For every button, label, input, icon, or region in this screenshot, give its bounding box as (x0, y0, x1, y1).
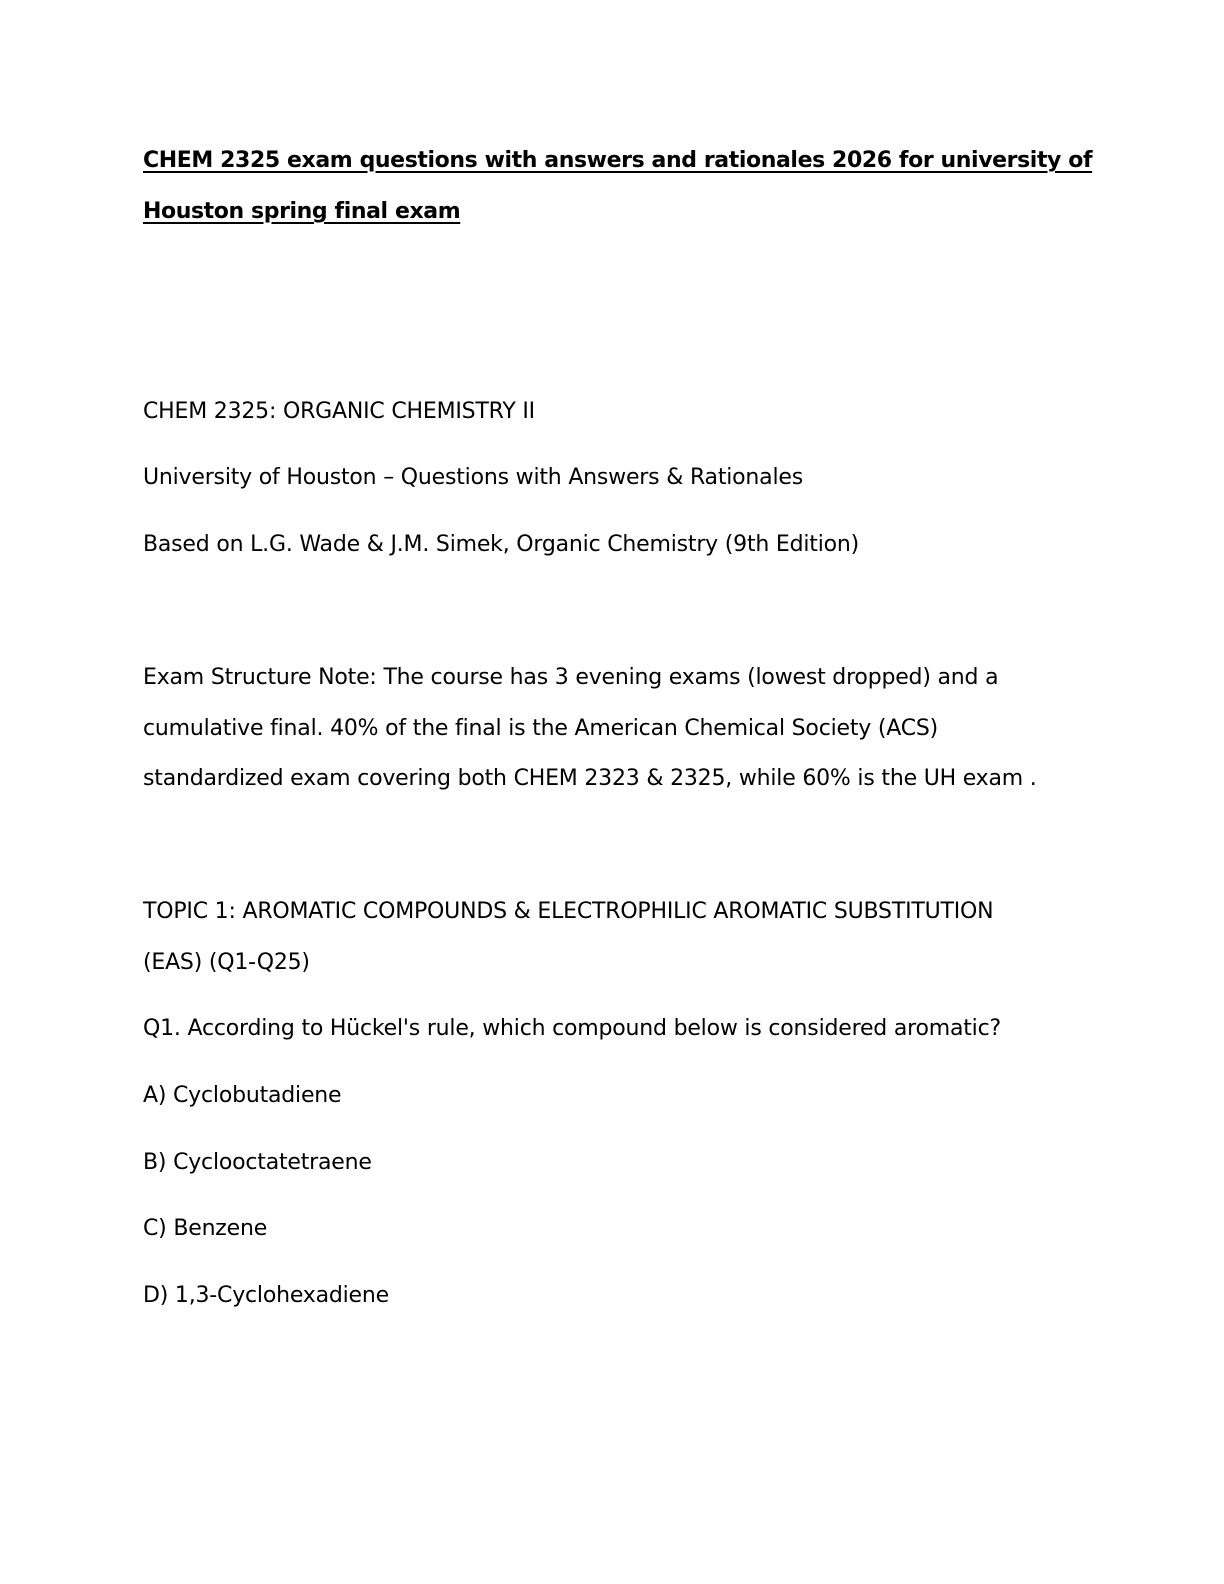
document-title-line-2: Houston spring final exam (143, 199, 461, 224)
textbook-line: Based on L.G. Wade & J.M. Simek, Organic Chemistry (9th Edition) (143, 532, 860, 557)
institution-line: University of Houston – Questions with Answers & Rationales (143, 465, 803, 490)
exam-note-line-1: Exam Structure Note: The course has 3 evening exams (lowest dropped) and a (143, 665, 999, 690)
question-1-option-d: D) 1,3-Cyclohexadiene (143, 1283, 389, 1308)
question-1-prompt: Q1. According to Hückel's rule, which compound below is considered aromatic? (143, 1016, 1001, 1041)
exam-note-line-2: cumulative final. 40% of the final is the American Chemical Society (ACS) (143, 716, 939, 741)
question-1-option-c: C) Benzene (143, 1216, 268, 1241)
exam-note-line-3: standardized exam covering both CHEM 2323 & 2325, while 60% is the UH exam . (143, 766, 1037, 791)
question-1-option-b: B) Cyclooctatetraene (143, 1150, 372, 1175)
course-name: CHEM 2325: ORGANIC CHEMISTRY II (143, 399, 535, 424)
topic-heading-line-1: TOPIC 1: AROMATIC COMPOUNDS & ELECTROPHILIC AROMATIC SUBSTITUTION (143, 899, 994, 924)
question-1-option-a: A) Cyclobutadiene (143, 1083, 342, 1108)
topic-heading-line-2: (EAS) (Q1-Q25) (143, 950, 310, 975)
document-title-line-1: CHEM 2325 exam questions with answers and rationales 2026 for university of (143, 148, 1093, 173)
